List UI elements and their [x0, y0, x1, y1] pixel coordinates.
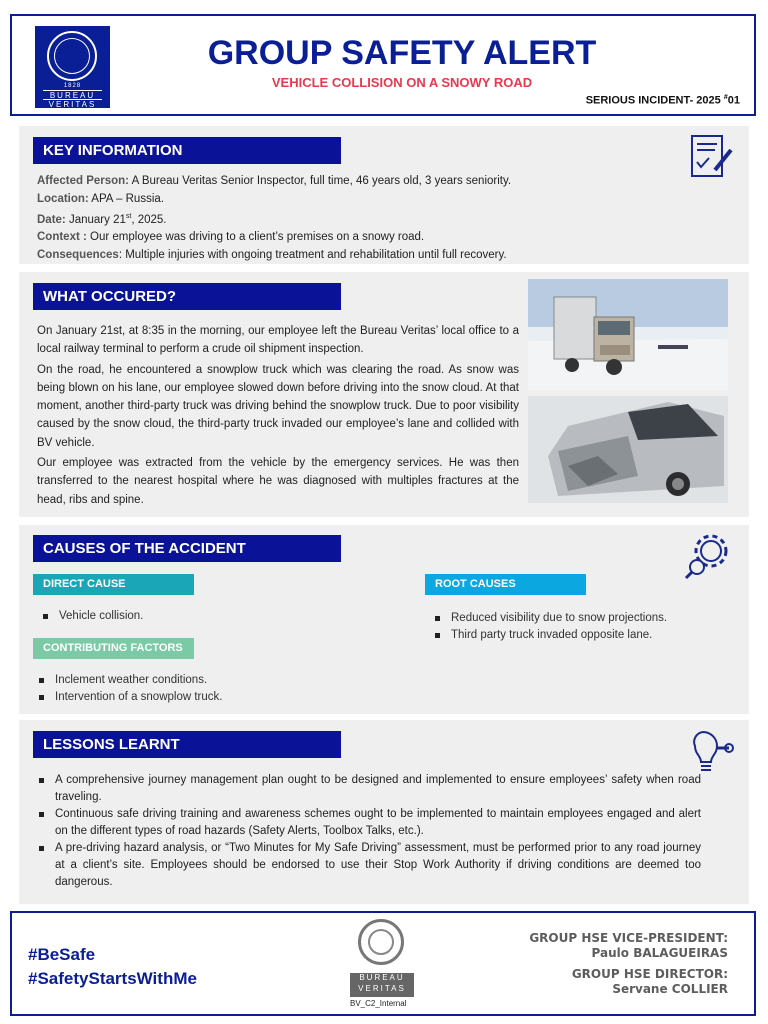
list-item: A comprehensive journey management plan ought to be designed and implemented to ensure employees’ safety when road traveling. [37, 772, 701, 806]
what-occured-text: On January 21st, at 8:35 in the morning, our employee left the Bureau Veritas’ local office to a local railway terminal to perform a crude oil shipment inspection. On the road, he encountered a snowplow truck which was clearing the road. As snow was being blown on his lane, our employee slowed down before driving into the snow cloud. At that moment, another third-party truck was driving behind the snowplow truck. Due to poor visibility caused by the snow cloud, the third-party truck invaded our employee’s lane and collided with BV vehicle. Our employee was extracted from the vehicle by the emergency services. He was then transferred to the nearest hospital where he was diagnosed with multiples fractures at the head, ribs and spine. [37, 325, 519, 506]
damaged-car-photo [528, 396, 728, 503]
contributing-factors-label: CONTRIBUTING FACTORS [33, 638, 194, 659]
key-info-row: Consequences: Multiple injuries with ongoing treatment and rehabilitation until full recovery. [37, 248, 507, 261]
director-title: GROUP HSE DIRECTOR: [571, 967, 728, 981]
list-item: Reduced visibility due to snow projections. [433, 610, 733, 627]
footer [10, 911, 756, 1016]
lessons-heading: LESSONS LEARNT [33, 731, 341, 758]
key-info-row: Location: APA – Russia. [37, 192, 164, 205]
hashtag-safetystartswithme: #SafetyStartsWithMe [28, 969, 197, 988]
root-causes-list [433, 610, 733, 644]
root-causes-label: ROOT CAUSES [425, 574, 586, 595]
direct-cause-label: DIRECT CAUSE [33, 574, 194, 595]
gear-search-icon [683, 531, 733, 581]
causes-panel [19, 525, 749, 714]
lessons-panel [19, 720, 749, 904]
key-info-row: Affected Person: A Bureau Veritas Senior Inspector, full time, 46 years old, 3 years seniority. [37, 175, 512, 187]
list-item: Continuous safe driving training and awareness schemes ought to be implemented to maintain employees engaged and alert on the different types of road hazards (Safety Alerts, Toolbox Talks, etc.). [37, 806, 701, 840]
hashtag-besafe: #BeSafe [28, 945, 96, 964]
vp-title: GROUP HSE VICE-PRESIDENT: [529, 931, 728, 945]
what-occured-heading: WHAT OCCURED? [33, 283, 341, 310]
director-name: Servane COLLIER [612, 982, 728, 996]
vp-name: Paulo BALAGUEIRAS [591, 946, 728, 960]
classification-label: BV_C2_Internal [350, 999, 407, 1008]
what-occured-panel [19, 272, 749, 517]
footer-bv-logo: BUREAU VERITAS [350, 917, 414, 999]
key-info-rows [37, 173, 727, 264]
list-item: Third party truck invaded opposite lane. [433, 627, 733, 644]
key-info-row: Date: January 21st, 2025. [37, 213, 167, 226]
key-info-row: Context : Our employee was driving to a client’s premises on a snowy road. [37, 231, 425, 244]
page-subtitle: VEHICLE COLLISION ON A SNOWY ROAD [271, 75, 533, 90]
direct-cause-list [41, 608, 391, 625]
key-info-panel [19, 126, 749, 264]
bureau-veritas-logo: 1828 BUREAU VERITAS [35, 26, 110, 108]
key-info-heading: KEY INFORMATION [33, 137, 341, 164]
contributing-factors-list [37, 672, 387, 706]
truck-photo [528, 279, 728, 390]
list-item: Vehicle collision. [41, 608, 391, 625]
list-item: Intervention of a snowplow truck. [37, 689, 387, 706]
page-title: GROUP SAFETY ALERT [207, 34, 597, 72]
list-item: A pre-driving hazard analysis, or “Two Minutes for My Safe Driving” assessment, must be performed prior to any road journey at a client’s site. Employees should be endorsed to use their Stop Work Authority if driving conditions are deemed too dangerous. [37, 840, 701, 891]
incident-id: SERIOUS INCIDENT- 2025 #01 [585, 94, 740, 107]
lightbulb-icon [689, 730, 739, 778]
list-item: Inclement weather conditions. [37, 672, 387, 689]
header [10, 14, 756, 116]
lessons-list [37, 772, 701, 891]
causes-heading: CAUSES OF THE ACCIDENT [33, 535, 341, 562]
